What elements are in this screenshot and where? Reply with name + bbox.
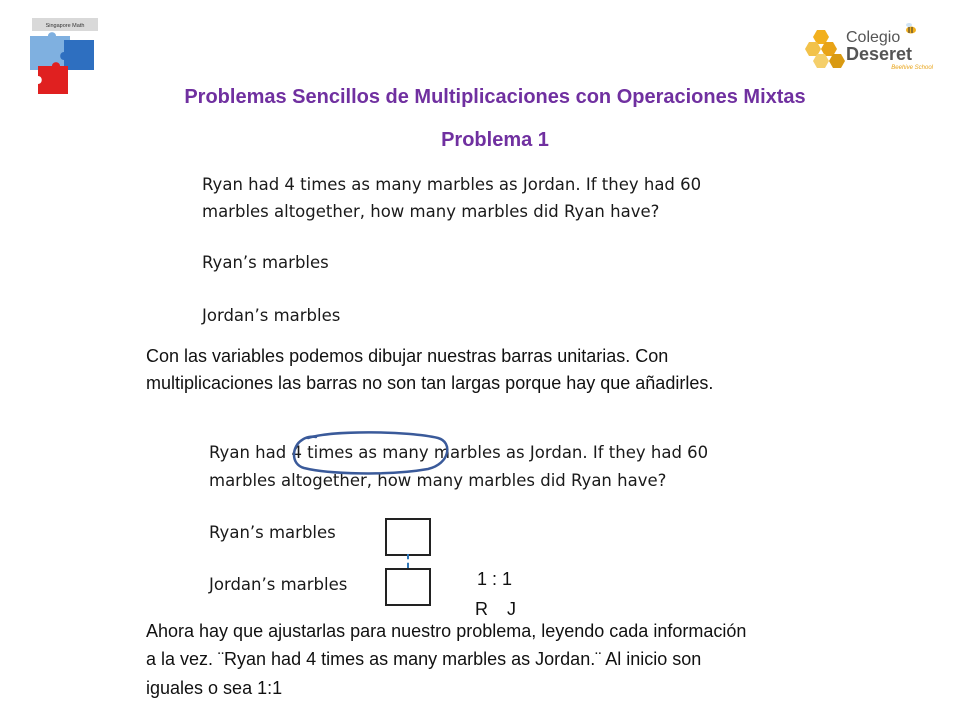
problem-bottom-line-1: [209, 443, 708, 462]
problem-top-line-2: marbles altogether, how many marbles did Ryan have?: [202, 202, 660, 221]
problem-bottom-jordan-label: Jordan’s marbles: [209, 575, 348, 594]
bar-connector-line: [407, 554, 409, 568]
circle-annotation: [288, 428, 458, 478]
ratio-letter-j: J: [507, 599, 516, 619]
logo-deseret-text: Deseret: [846, 44, 913, 64]
page-title: Problemas Sencillos de Multiplicaciones con Operaciones Mixtas: [184, 86, 806, 108]
problem-bottom-line-1-end: marbles as Jordan. If they had 60: [428, 443, 709, 462]
honeycomb-icon: [805, 30, 845, 68]
problem-bottom-ryan-label: Ryan’s marbles: [209, 523, 336, 542]
explanation-line-2: multiplicaciones las barras no son tan largas porque hay que añadirles.: [146, 373, 714, 393]
logo-caption: Singapore Math: [45, 23, 85, 29]
problem-bottom-line-2: marbles altogether, how many marbles did Ryan have?: [209, 471, 667, 490]
instruction-line-1: Ahora hay que ajustarlas para nuestro problema, leyendo cada información: [146, 621, 747, 641]
logo-tagline: Beehive School: [891, 65, 933, 71]
problem-top-jordan-label: Jordan’s marbles: [202, 306, 341, 325]
instruction-line-2: a la vez. ¨Ryan had 4 times as many marbles as Jordan.¨ Al inicio son: [146, 649, 702, 669]
instruction-line-3: iguales o sea 1:1: [146, 678, 283, 698]
ryan-unit-bar: [385, 518, 431, 556]
logo-colegio-text: Colegio: [846, 29, 901, 46]
puzzle-piece-blue: [60, 40, 94, 70]
colegio-deseret-logo: [805, 22, 940, 72]
page-subtitle: Problema 1: [441, 129, 549, 151]
jordan-unit-bar: [385, 568, 431, 606]
bee-icon: [906, 23, 916, 34]
problem-top-ryan-label: Ryan’s marbles: [202, 253, 329, 272]
ratio-letter-r: R: [475, 599, 488, 619]
explanation-line-1: Con las variables podemos dibujar nuestras barras unitarias. Con: [146, 346, 669, 366]
ratio-value: 1 : 1: [477, 569, 513, 589]
problem-bottom-line-1-start: Ryan had: [209, 443, 292, 462]
problem-top-line-1: Ryan had 4 times as many marbles as Jordan. If they had 60: [202, 175, 702, 194]
highlighted-phrase: 4 times as many: [291, 443, 429, 462]
